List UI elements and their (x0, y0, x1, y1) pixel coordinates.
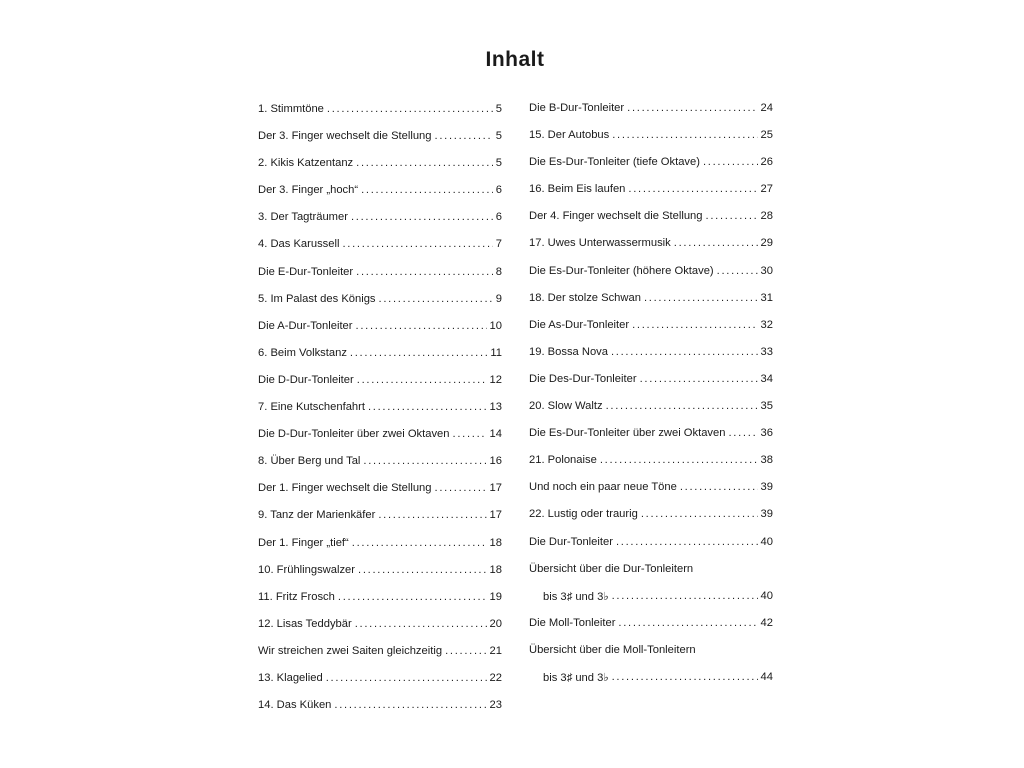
toc-entry-page-number: 16 (489, 455, 502, 468)
toc-entry-label: Die A-Dur-Tonleiter (258, 319, 353, 332)
toc-entry-page-number: 6 (495, 211, 502, 224)
toc-entry-label: bis 3♯ und 3♭ (543, 671, 609, 684)
toc-entry-page-number: 40 (760, 589, 773, 602)
toc-entry-label: 6. Beim Volkstanz (258, 346, 347, 359)
toc-entry-label: Der 3. Finger wechselt die Stellung (258, 130, 432, 143)
dot-leader (327, 103, 493, 115)
dot-leader (674, 237, 758, 249)
dot-leader (644, 292, 758, 304)
toc-entry-page-number: 40 (760, 535, 773, 548)
toc-entry (258, 645, 502, 672)
toc-entry-page-number: 39 (760, 508, 773, 521)
toc-entry (258, 591, 502, 618)
toc-entry-page-number: 20 (489, 617, 502, 630)
toc-entry-label: Die Es-Dur-Tonleiter (höhere Oktave) (529, 264, 714, 277)
toc-entry (258, 184, 502, 211)
dot-leader (618, 617, 757, 629)
toc-entry-page-number: 28 (760, 210, 773, 223)
toc-entry (258, 455, 502, 482)
toc-entry (258, 509, 502, 536)
dot-leader (728, 427, 757, 439)
toc-entry-page-number: 5 (495, 103, 502, 115)
toc-entry (258, 157, 502, 184)
toc-entry-label: Der 1. Finger „tief“ (258, 536, 349, 549)
toc-entry-page-number: 14 (489, 428, 502, 441)
toc-entry (258, 672, 502, 699)
dot-leader (616, 536, 758, 548)
dot-leader (379, 293, 493, 305)
toc-entry-label: 19. Bossa Nova (529, 345, 608, 358)
toc-entry (529, 265, 773, 292)
toc-entry-page-number: 29 (760, 237, 773, 250)
toc-entry-label: 9. Tanz der Marienkäfer (258, 509, 376, 522)
toc-entry (258, 238, 502, 265)
toc-entry (529, 346, 773, 373)
toc-entry-page-number: 31 (760, 291, 773, 304)
toc-entry-label: Die Es-Dur-Tonleiter über zwei Oktaven (529, 427, 726, 440)
toc-entry-label: Die Es-Dur-Tonleiter (tiefe Oktave) (529, 156, 700, 169)
dot-leader (606, 400, 758, 412)
dot-leader (368, 401, 487, 413)
toc-entry (258, 347, 502, 374)
toc-left-column (258, 103, 502, 726)
dot-leader (680, 481, 758, 493)
toc-entry-label: 12. Lisas Teddybär (258, 617, 352, 630)
toc-entry-page-number: 35 (760, 400, 773, 413)
toc-entry (529, 563, 773, 590)
toc-entry-label: 3. Der Tagträumer (258, 211, 348, 224)
toc-entry-label: Die D-Dur-Tonleiter (258, 373, 354, 386)
toc-entry-page-number: 5 (495, 130, 502, 143)
toc-entry-label: 22. Lustig oder traurig (529, 508, 638, 521)
dot-leader (350, 347, 487, 359)
toc-entry-page-number: 17 (489, 482, 502, 495)
toc-entry (529, 508, 773, 535)
toc-entry-label: bis 3♯ und 3♭ (543, 590, 609, 603)
toc-entry (258, 266, 502, 293)
dot-leader (356, 320, 487, 332)
toc-entry-page-number: 13 (489, 401, 502, 414)
toc-entry (529, 237, 773, 264)
toc-entry-page-number: 26 (760, 156, 773, 169)
dot-leader (435, 482, 487, 494)
toc-entry-page-number: 11 (490, 346, 502, 359)
dot-leader (600, 454, 758, 466)
toc-entry-page-number: 23 (489, 699, 502, 712)
dot-leader (612, 590, 758, 602)
toc-entry-label: Und noch ein paar neue Töne (529, 481, 677, 494)
toc-entry-page-number: 6 (495, 184, 502, 197)
toc-entry (529, 102, 773, 129)
toc-entry-label: 8. Über Berg und Tal (258, 455, 361, 468)
toc-entry (258, 428, 502, 455)
dot-leader (358, 564, 487, 576)
dot-leader (703, 156, 758, 168)
toc-entry-label: 5. Im Palast des Königs (258, 292, 376, 305)
dot-leader (717, 265, 758, 277)
toc-entry (258, 401, 502, 428)
dot-leader (338, 591, 487, 603)
toc-right-column (529, 102, 773, 698)
toc-entry-page-number: 42 (760, 616, 773, 629)
dot-leader (351, 211, 493, 223)
toc-entry (258, 374, 502, 401)
page-title: Inhalt (485, 48, 545, 71)
toc-entry (529, 373, 773, 400)
toc-entry (529, 536, 773, 563)
toc-entry (258, 699, 502, 726)
toc-entry (258, 537, 502, 564)
toc-entry-label: Übersicht über die Dur-Tonleitern (529, 562, 694, 575)
toc-entry-label: 18. Der stolze Schwan (529, 291, 641, 304)
toc-entry-label: Der 4. Finger wechselt die Stellung (529, 210, 703, 223)
toc-entry-label: Übersicht über die Moll-Tonleitern (529, 643, 696, 656)
toc-entry-page-number: 33 (760, 345, 773, 358)
dot-leader (706, 210, 758, 222)
toc-entry (529, 156, 773, 183)
toc-entry-page-number: 32 (760, 318, 773, 331)
dot-leader (612, 129, 757, 141)
toc-entry (258, 618, 502, 645)
toc-entry-page-number: 44 (760, 670, 773, 683)
dot-leader (361, 184, 493, 196)
dot-leader (334, 699, 486, 711)
toc-entry-page-number: 36 (760, 427, 773, 440)
toc-entry (529, 427, 773, 454)
toc-entry-page-number: 25 (760, 129, 773, 142)
toc-entry-label: 7. Eine Kutschenfahrt (258, 401, 365, 414)
dot-leader (453, 428, 487, 440)
toc-entry-label: 16. Beim Eis laufen (529, 183, 626, 196)
toc-entry-label: Die E-Dur-Tonleiter (258, 265, 354, 278)
toc-entry (529, 210, 773, 237)
toc-entry (529, 454, 773, 481)
toc-entry-page-number: 17 (489, 509, 502, 522)
dot-leader (363, 455, 486, 467)
toc-entry-page-number: 27 (760, 183, 773, 196)
toc-entry-label: 21. Polonaise (529, 454, 597, 467)
dot-leader (352, 537, 487, 549)
dot-leader (632, 319, 757, 331)
toc-entry-label: 11. Fritz Frosch (258, 590, 335, 603)
toc-entry-label: 4. Das Karussell (258, 238, 340, 251)
toc-entry (529, 644, 773, 671)
toc-entry (258, 103, 502, 130)
dot-leader (612, 671, 758, 683)
toc-entry-label: 2. Kikis Katzentanz (258, 157, 354, 170)
toc-entry-label: Die Des-Dur-Tonleiter (529, 372, 637, 385)
toc-entry-page-number: 39 (760, 481, 773, 494)
toc-entry-page-number: 24 (760, 102, 773, 114)
toc-entry-label: Die Moll-Tonleiter (529, 616, 616, 629)
toc-entry-label: Die D-Dur-Tonleiter über zwei Oktaven (258, 428, 450, 441)
toc-entry-page-number: 38 (760, 454, 773, 467)
toc-entry-label: Die B-Dur-Tonleiter (529, 102, 625, 114)
toc-entry-page-number: 21 (489, 644, 502, 657)
toc-entry-label: 10. Frühlingswalzer (258, 563, 356, 576)
toc-entry (258, 320, 502, 347)
toc-entry (258, 211, 502, 238)
toc-entry-page-number: 30 (760, 264, 773, 277)
dot-leader (355, 618, 487, 630)
dot-leader (356, 157, 493, 169)
toc-entry (529, 590, 773, 617)
toc-entry-page-number: 9 (495, 292, 502, 305)
dot-leader (356, 266, 493, 278)
toc-entry (258, 293, 502, 320)
toc-entry-page-number: 12 (489, 373, 502, 386)
toc-entry (529, 129, 773, 156)
toc-entry-label: Wir streichen zwei Saiten gleichzeitig (258, 644, 443, 657)
dot-leader (342, 238, 492, 250)
toc-entry (529, 183, 773, 210)
dot-leader (445, 645, 486, 657)
toc-entry-label: Die Dur-Tonleiter (529, 535, 613, 548)
dot-leader (378, 509, 486, 521)
toc-entry (258, 482, 502, 509)
dot-leader (611, 346, 758, 358)
toc-entry-page-number: 7 (495, 238, 502, 251)
dot-leader (628, 183, 757, 195)
toc-entry-label: 17. Uwes Unterwassermusik (529, 237, 671, 250)
dot-leader (435, 130, 493, 142)
toc-entry-label: Der 3. Finger „hoch“ (258, 184, 359, 197)
toc-entry-page-number: 18 (489, 563, 502, 576)
dot-leader (640, 373, 758, 385)
toc-entry (258, 564, 502, 591)
dot-leader (326, 672, 487, 684)
toc-entry (529, 319, 773, 346)
toc-entry-page-number: 5 (495, 157, 502, 170)
toc-entry-label: 15. Der Autobus (529, 129, 610, 142)
toc-entry-label: 14. Das Küken (258, 699, 332, 712)
toc-entry (529, 292, 773, 319)
toc-entry-page-number: 8 (495, 265, 502, 278)
toc-entry-label: Der 1. Finger wechselt die Stellung (258, 482, 432, 495)
toc-entry-label: 1. Stimmtöne (258, 103, 324, 115)
toc-entry-page-number: 22 (489, 671, 502, 684)
toc-entry-label: 13. Klagelied (258, 671, 323, 684)
dot-leader (641, 508, 758, 520)
toc-entry (529, 671, 773, 698)
toc-entry (529, 481, 773, 508)
dot-leader (627, 102, 757, 114)
toc-entry-label: Die As-Dur-Tonleiter (529, 318, 630, 331)
toc-entry-page-number: 34 (760, 372, 773, 385)
toc-entry-page-number: 19 (489, 590, 502, 603)
dot-leader (357, 374, 487, 386)
toc-entry (529, 617, 773, 644)
toc-entry-page-number: 10 (489, 319, 502, 332)
toc-entry-page-number: 18 (489, 536, 502, 549)
toc-entry-label: 20. Slow Waltz (529, 400, 603, 413)
toc-entry (258, 130, 502, 157)
toc-entry (529, 400, 773, 427)
